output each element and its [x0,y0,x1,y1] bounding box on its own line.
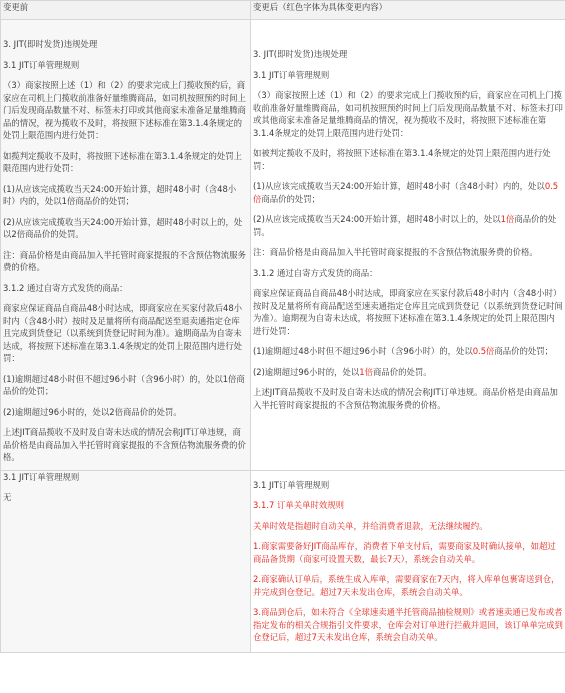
after-paragraph: 3.1 JIT订单管理规则 [253,69,330,80]
row2-after-cell [251,470,565,652]
after-paragraph [253,366,563,379]
header-after: 变更后（红色字体为具体变更内容） [251,1,565,20]
changed-text: 1.商家需要备好JIT商品库存，消费者下单支付后，需要商家及时确认接单，如超过商品备货期（商家可设置天数，最长7天），系统会自动关单。 [253,541,556,564]
before-paragraph: (2)逾期超过96小时的，处以2倍商品价的处罚。 [3,406,182,417]
before-paragraph: 3. JIT(即时发货)违规处理 [3,39,98,49]
table-row [1,470,565,652]
changed-text: 1倍 [359,366,373,377]
after-paragraph [253,345,563,358]
before-paragraph: 注：商品价格是由商品加入半托管时商家提报的不含预估物流服务费的价格。 [3,249,246,272]
changed-text: 0.5倍 [472,346,495,356]
text: (2)逾期超过96小时的，处以 [253,366,360,377]
text: (1)逾期超过48小时但不超过96小时（含96小时）的，处以 [253,346,473,356]
before-paragraph: 3.1.2 通过自寄方式发货的商品： [3,282,128,293]
text: 商品价的处罚； [494,346,554,356]
text: (1)从应该完成揽收当天24:00开始计算，超时48小时（含48小时）内的，处以 [253,181,545,191]
changed-text: 3.商品到仓后，如未符合《全球速卖通半托管商品抽检规则》或者速卖通已发布或者指定发布的相关合规指引文件要求，仓库会对订单进行拦截并退回，该订单单完成到仓登记后，超过7天未发出仓库，系统会自动关单。 [253,607,563,642]
before-paragraph: 上述JIT商品揽收不及时及自寄未达成的情况会称JIT订单违规，商品价格是由商品加入半托管时商家提报的不含预估物流服务费的价格。 [3,427,246,462]
before-paragraph: 商家应保证商品自商品48小时达成，即商家应在买家付款后48小时内（含48小时）按时及足量将所有商品配送至退卖通指定仓库且完成到货登记（以系统到货登记时间为准）。逾期商品为自寄未达成，将按照下述标准在第3.1.4条规定的处罚上限范围内进行处罚： [3,303,243,363]
changed-text: 0.5倍 [253,181,559,204]
after-paragraph: 3. JIT(即时发货)违规处理 [253,49,348,59]
before-paragraph: 无 [3,492,12,502]
after-paragraph: 3.1.2 通过自寄方式发货的商品： [253,267,378,278]
text: 商品价的处罚。 [253,214,557,237]
before-paragraph: （3）商家按照上述（1）和（2）的要求完成上门揽收预约后，商家应在司机上门揽收前准备好量维腾商品，如司机按照预约时间上门后发现商品数量不对、标签未打印或其他商家未准备足量维腾商品的情况，视为揽收不及时，将按照下述标准在第3.1.4条规定的处罚上限范围内进行处罚： [3,80,246,140]
text: (2)从应该完成揽收当天24:00开始计算，超时48小时以上的，处以 [253,214,501,224]
before-paragraph: 3.1 JIT订单管理规则 [3,59,80,70]
text: 商品价的处罚； [261,193,320,204]
after-paragraph: 上述JIT商品揽收不及时及自寄未达成的情况会称JIT订单违规。商品价格是由商品加入半托管时商家提报的不含预估物流服务费的价格。 [253,387,558,410]
changed-text: 关单时效是指超时自动关单，并给消费者退款，无法继续履约。 [253,520,488,531]
before-paragraph: (1)逾期超过48小时但不超过96小时（含96小时）的，处以1倍商品价的处罚； [3,373,245,396]
after-paragraph [253,213,563,238]
text: 商品价的处罚。 [373,366,432,377]
before-paragraph: (2)从应该完成揽收当天24:00开始计算，超时48小时以上的，处以2倍商品价的处罚。 [3,216,243,239]
changed-text: 3.1.7 订单关单时效规则 [253,500,344,510]
changed-text: 1倍 [500,214,515,224]
after-paragraph: 商家应保证商品自商品48小时达成，即商家应在买家付款后48小时内（含48小时）按时及足量将所有商品配送至速卖通指定仓库且完成到货登记（以系统到货登记时间为准）。逾期视为自寄未达成，将按照下述标准在第3.1.4条规定的处罚上限范围内进行处罚： [253,288,563,336]
before-paragraph: 3.1 JIT订单管理规则 [3,471,80,482]
after-paragraph: 如被判定揽收不及时，将按照下述标准在第3.1.4条规定的处罚上限范围内进行处罚： [253,148,551,171]
after-paragraph: （3）商家按照上述（1）和（2）的要求完成上门揽收预约后，商家应在司机上门揽收前准备好量维腾商品，如司机按照预约时间上门后发现商品数量不对、标签未打印或其他商家未准备足量维腾商品的情况，视为揽收不及时，将按照下述标准在第3.1.4条规定的处罚上限范围内进行处罚： [253,90,563,138]
after-paragraph: 注：商品价格是由商品加入半托管时商家提报的不含预估物流服务费的价格。 [253,247,538,257]
row2-before-cell [1,470,251,652]
table-row [1,20,565,471]
changed-text: 2.商家确认订单后，系统生成入库单，需要商家在7天内，将入库单包裹寄送到仓，并完成到仓登记。超过7天未发出仓库，系统会自动关单。 [253,574,560,597]
header-row [1,1,565,20]
row1-before-cell [1,20,251,471]
after-paragraph [253,180,563,205]
before-paragraph: 如揽判定揽收不及时，将按照下述标准在第3.1.4条规定的处罚上限范围内进行处罚： [3,150,243,173]
row1-after-cell [251,20,565,471]
header-before: 变更前 [1,1,251,20]
before-paragraph: (1)从应该完成揽收当天24:00开始计算，超时48小时（含48小时）内的，处以1倍商品价的处罚； [3,183,237,206]
after-paragraph: 3.1 JIT订单管理规则 [253,479,330,490]
